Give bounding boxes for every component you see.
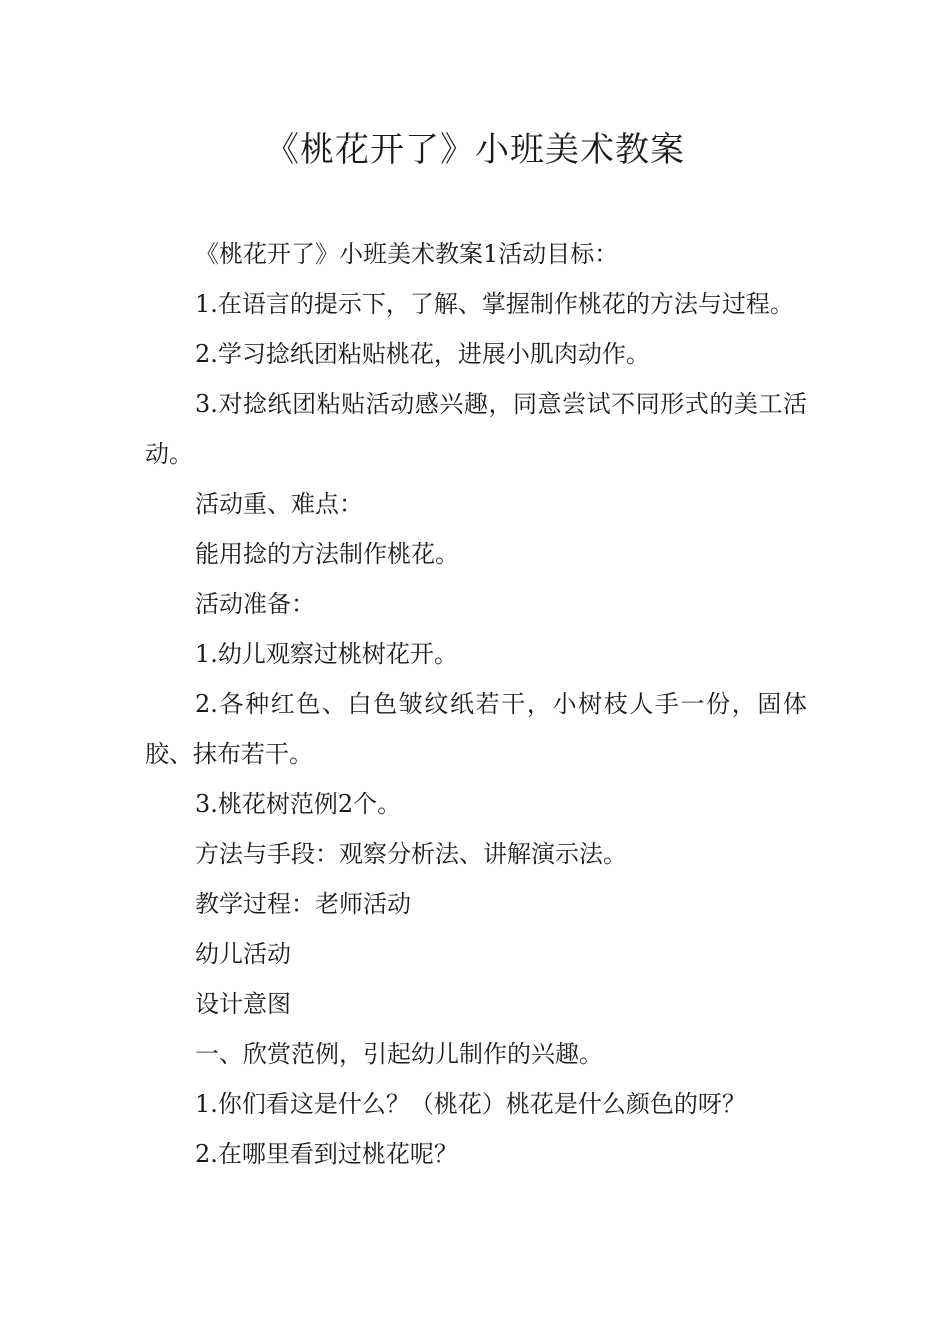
paragraph: 幼儿活动 — [195, 940, 291, 968]
paragraph: 教学过程：老师活动 — [195, 890, 411, 918]
paragraph: 设计意图 — [195, 990, 291, 1018]
paragraph: 《桃花开了》小班美术教案1活动目标： — [195, 240, 619, 268]
paragraph: 一、欣赏范例，引起幼儿制作的兴趣。 — [195, 1040, 603, 1068]
document-title: 《桃花开了》小班美术教案 — [265, 130, 685, 170]
paragraph: 活动准备： — [195, 590, 315, 618]
paragraph: 能用捻的方法制作桃花。 — [195, 540, 459, 568]
paragraph: 1.在语言的提示下，了解、掌握制作桃花的方法与过程。 — [195, 290, 794, 318]
paragraph: 2.学习捻纸团粘贴桃花，进展小肌肉动作。 — [195, 340, 650, 368]
paragraph: 2.在哪里看到过桃花呢？ — [195, 1140, 458, 1168]
paragraph: 2.各种红色、白色皱纹纸若干，小树枝人手一份，固体胶、抹布若干。 — [145, 690, 807, 768]
document-body — [145, 229, 807, 1179]
paragraph: 方法与手段：观察分析法、讲解演示法。 — [195, 840, 627, 868]
paragraph: 1.你们看这是什么？（桃花）桃花是什么颜色的呀？ — [195, 1090, 746, 1118]
paragraph: 活动重、难点： — [195, 490, 363, 518]
paragraph: 1.幼儿观察过桃树花开。 — [195, 640, 458, 668]
paragraph: 3.对捻纸团粘贴活动感兴趣，同意尝试不同形式的美工活动。 — [145, 390, 807, 468]
paragraph: 3.桃花树范例2个。 — [195, 790, 402, 818]
